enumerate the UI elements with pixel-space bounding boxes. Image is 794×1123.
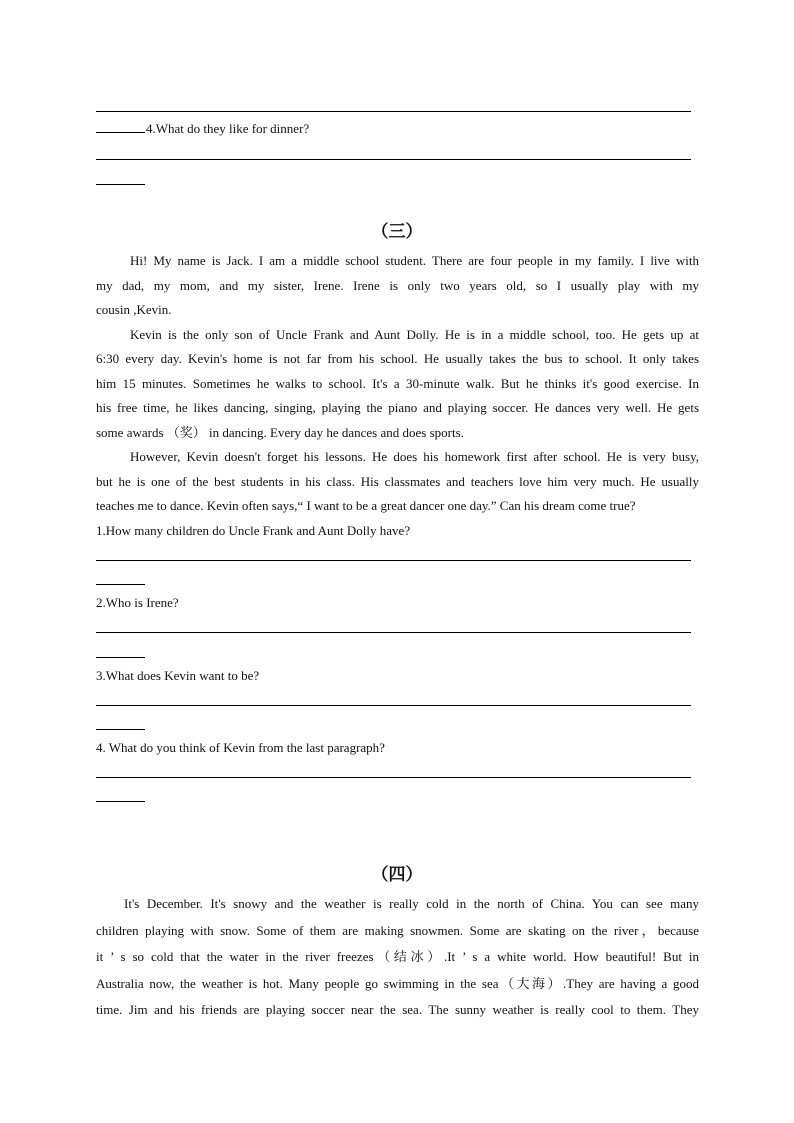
text-line: cousin ,Kevin.: [96, 302, 172, 317]
text-line: it ’ s so cold that the water in the river freezes（结冰）.It ’ s a white world. How beautiful! But in: [96, 949, 699, 964]
text-line: Hi! My name is Jack. I am a middle school student. There are four people in my family. I live with: [130, 253, 699, 268]
question-text: 4.What do they like for dinner?: [146, 121, 310, 136]
text-line: Kevin is the only son of Uncle Frank and Aunt Dolly. He is in a middle school, too. He gets up at: [130, 326, 699, 342]
text-line: him 15 minutes. Sometimes he walks to school. It's a 30-minute walk. But he thinks it's good exercise. In: [96, 375, 699, 391]
answer-line: [96, 777, 691, 778]
answer-line: [96, 159, 691, 160]
section-3-paragraph-2: [96, 323, 699, 446]
text-line: children playing with snow. Some of them are making snowmen. Some are skating on the river，because: [96, 922, 699, 938]
answer-blank: [96, 121, 145, 133]
text-line: but he is one of the best students in his class. His classmates and teachers love him very much. He usually: [96, 473, 699, 489]
text-line: It's December. It's snowy and the weather is really cold in the north of China. You can see many: [124, 896, 699, 911]
section-3-heading: （三）: [371, 222, 423, 242]
answer-line-short: [96, 729, 145, 730]
text-line: teaches me to dance. Kevin often says,“ I want to be a great dancer one day.” Can his dream come true?: [96, 498, 636, 513]
question-3: 3.What does Kevin want to be?: [96, 668, 260, 683]
text-line: some awards （奖） in dancing. Every day he dances and does sports.: [96, 424, 464, 440]
section-3-paragraph-3: [96, 445, 699, 519]
answer-line: [96, 111, 691, 112]
answer-line: [96, 632, 691, 633]
question-4-top: [96, 121, 309, 137]
answer-line: [96, 705, 691, 706]
text-line: Australia now, the weather is hot. Many people go swimming in the sea（大海）.They are having a good: [96, 975, 699, 991]
text-line: 6:30 every day. Kevin's home is not far from his school. He usually takes the bus to school. It only takes: [96, 351, 699, 366]
section-3-paragraph-1: [96, 249, 699, 323]
question-4: 4. What do you think of Kevin from the last paragraph?: [96, 740, 385, 755]
section-4-heading: （四）: [371, 865, 423, 885]
answer-line-short: [96, 657, 145, 658]
text-line: However, Kevin doesn't forget his lessons. He does his homework first after school. He is very busy,: [130, 449, 699, 464]
text-line: his free time, he likes dancing, singing, playing the piano and playing soccer. He dances very well. He gets: [96, 400, 699, 415]
answer-line-short: [96, 184, 145, 185]
answer-line-short: [96, 584, 145, 585]
question-1: 1.How many children do Uncle Frank and Aunt Dolly have?: [96, 523, 411, 538]
answer-line: [96, 560, 691, 561]
text-line: time. Jim and his friends are playing soccer near the sea. The sunny weather is really cool to them. They: [96, 1002, 699, 1017]
question-2: 2.Who is Irene?: [96, 595, 179, 610]
text-line: my dad, my mom, and my sister, Irene. Irene is only two years old, so I usually play with my: [96, 277, 699, 293]
section-4-paragraph-1: [96, 891, 699, 1024]
answer-line-short: [96, 801, 145, 802]
